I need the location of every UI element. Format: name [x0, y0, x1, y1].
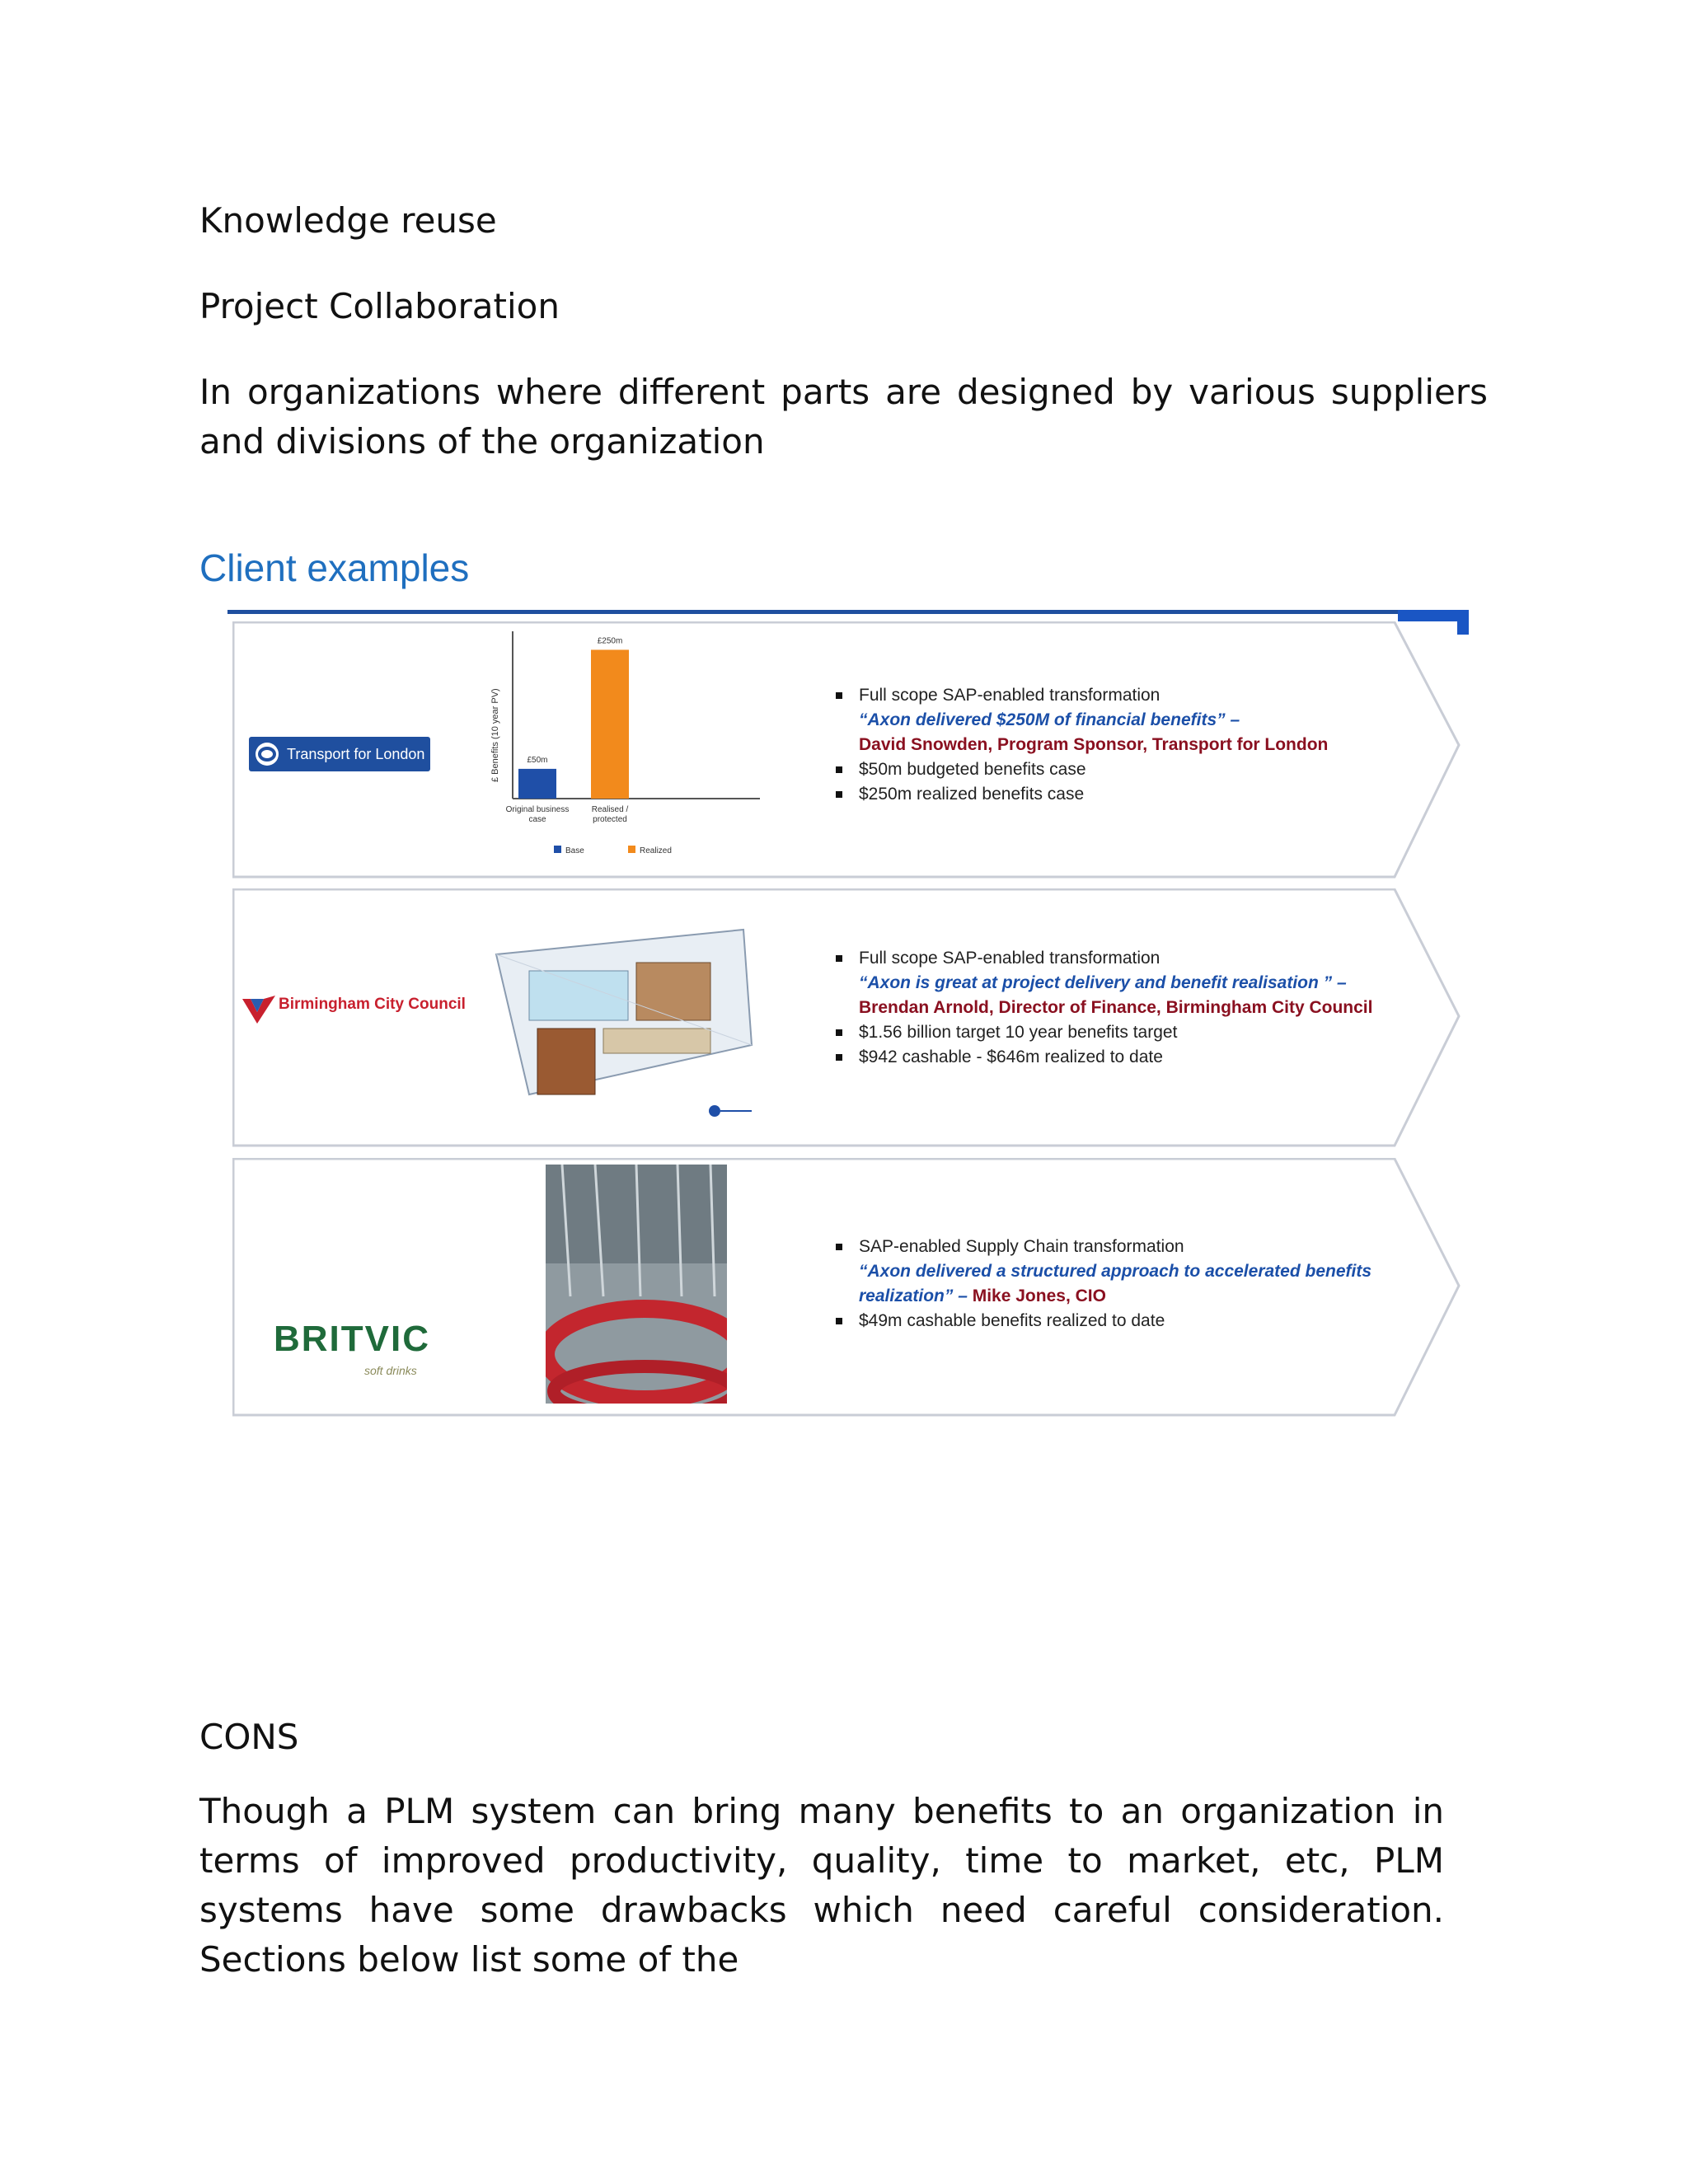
tfl-logo-text: Transport for London: [287, 746, 425, 762]
birmingham-logo-text: Birmingham City Council: [279, 996, 466, 1013]
bottling-line-photo: [546, 1165, 727, 1404]
tfl-benefits-chart: [430, 621, 760, 869]
client-panel-britvic: [232, 1158, 1457, 1415]
bullet-item: Full scope SAP-enabled transformation: [834, 683, 1328, 708]
britvic-logo: BRITVIC: [274, 1319, 430, 1359]
category-label: Realised /: [591, 805, 629, 814]
bar-value-label: £50m: [527, 755, 548, 765]
paragraph-knowledge-reuse: Knowledge reuse: [199, 200, 497, 241]
category-label: Original business: [505, 805, 570, 814]
britvic-bullets: [834, 1235, 1457, 1333]
client-panel-birmingham: [232, 888, 1457, 1146]
client-examples-heading: Client examples: [199, 546, 470, 589]
quote-item: “Axon is great at project delivery and benefit realisation ” – Brendan Arnold, Director of Finance, Birmingham City Council: [859, 973, 1373, 1017]
y-axis-label: £ Benefits (10 year PV): [490, 688, 500, 782]
bullet-item: $942 cashable - $646m realized to date: [834, 1045, 1372, 1070]
legend-swatch: [554, 846, 561, 853]
slide-top-rule: [227, 610, 1469, 614]
birmingham-bullets: [834, 946, 1372, 1070]
paragraph-project-collaboration: Project Collaboration: [199, 286, 560, 326]
britvic-logo-sub: soft drinks: [364, 1364, 417, 1377]
bar-value-label: £250m: [597, 636, 623, 646]
paragraph-organizations: In organizations where different parts are designed by various suppliers and divisions of the organization: [199, 372, 1488, 462]
client-examples-slide: [223, 610, 1467, 1418]
cons-heading: CONS: [199, 1717, 299, 1757]
office-interior-illustration: [480, 913, 760, 1119]
legend-label: Realized: [640, 846, 672, 855]
bar: [591, 649, 629, 799]
client-panel-tfl: [232, 621, 1457, 877]
bullet-item: $1.56 billion target 10 year benefits target: [834, 1020, 1372, 1045]
tfl-roundel-icon: [256, 743, 279, 766]
tfl-logo: [249, 737, 430, 771]
bullet-item: $50m budgeted benefits case: [834, 757, 1328, 782]
bar: [518, 769, 556, 799]
bullet-item: $250m realized benefits case: [834, 782, 1328, 807]
cons-paragraph: Though a PLM system can bring many benefits to an organization in terms of improved productivity, quality, time to market, etc, PLM systems have some drawbacks which need careful consideration. Sections below list some of the: [199, 1791, 1444, 1980]
legend-swatch: [628, 846, 635, 853]
bullet-item: SAP-enabled Supply Chain transformation: [834, 1235, 1457, 1259]
tfl-bullets: [834, 683, 1328, 807]
legend-label: Base: [565, 846, 584, 855]
birmingham-emblem-icon: [239, 991, 279, 1029]
category-label: case: [528, 815, 546, 824]
bullet-item: Full scope SAP-enabled transformation: [834, 946, 1372, 971]
category-label: protected: [593, 815, 627, 824]
quote-item: “Axon delivered $250M of financial benefits” – David Snowden, Program Sponsor, Transport for London: [859, 710, 1329, 754]
bullet-item: $49m cashable benefits realized to date: [834, 1309, 1457, 1333]
quote-item: “Axon delivered a structured approach to accelerated benefits realization” – Mike Jones, CIO: [859, 1262, 1372, 1305]
